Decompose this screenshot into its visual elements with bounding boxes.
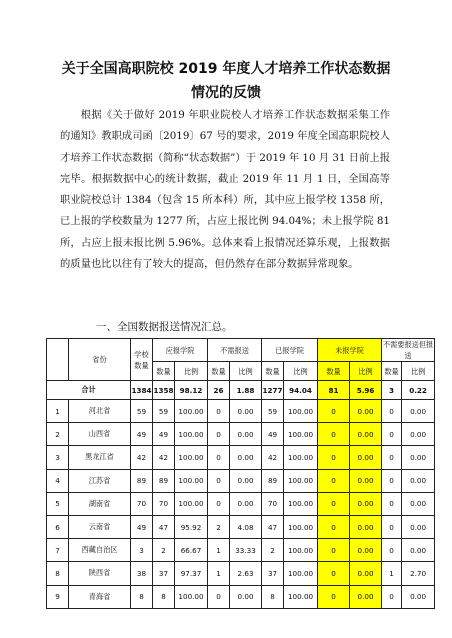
total-label: 合计 [47, 381, 131, 400]
cell: 100.00 [284, 400, 318, 423]
header-no-need-but-reported: 不需要报送但报送 [382, 340, 434, 360]
cell: 59 [153, 400, 175, 423]
cell: 1 [208, 562, 230, 585]
index-cell: 3 [47, 446, 69, 469]
cell: 8 [153, 585, 175, 608]
cell: 33.33 [230, 539, 262, 562]
cell: 89 [262, 469, 284, 492]
cell: 0 [318, 585, 350, 608]
cell: 100.00 [175, 446, 208, 469]
intro-paragraph [60, 105, 390, 275]
cell: 47 [153, 515, 175, 538]
cell: 100.00 [284, 515, 318, 538]
cell: 95.92 [175, 515, 208, 538]
table-row [47, 423, 435, 446]
province-cell: 西藏自治区 [69, 539, 131, 562]
header-qty: 数量 [153, 362, 175, 381]
cell: 4.08 [230, 515, 262, 538]
cell: 100.00 [284, 446, 318, 469]
cell: 70 [131, 492, 153, 515]
document-title-line1: 关于全国高职院校 2019 年度人才培养工作状态数据 [61, 61, 391, 77]
cell: 37 [153, 562, 175, 585]
header-qty: 数量 [382, 362, 402, 381]
cell: 0 [318, 515, 350, 538]
cell: 2 [262, 539, 284, 562]
cell: 5.96 [350, 381, 382, 400]
report-summary-table [46, 338, 435, 609]
header-ratio: 比例 [284, 362, 318, 381]
cell: 0 [382, 515, 402, 538]
cell: 0 [208, 446, 230, 469]
table-row [47, 446, 435, 469]
cell: 2.63 [230, 562, 262, 585]
cell: 100.00 [175, 585, 208, 608]
cell: 0.00 [350, 492, 382, 515]
cell: 70 [262, 492, 284, 515]
index-cell: 4 [47, 469, 69, 492]
cell: 0 [208, 585, 230, 608]
cell: 0 [382, 446, 402, 469]
province-cell: 黑龙江省 [69, 446, 131, 469]
cell: 0 [318, 562, 350, 585]
table-total-row [47, 381, 435, 400]
cell: 59 [131, 400, 153, 423]
table-row [47, 400, 435, 423]
province-cell: 湖南省 [69, 492, 131, 515]
cell: 97.37 [175, 562, 208, 585]
cell: 42 [131, 446, 153, 469]
province-cell: 陕西省 [69, 562, 131, 585]
cell: 1358 [153, 381, 175, 400]
cell: 0.00 [230, 446, 262, 469]
cell: 0.00 [402, 423, 435, 446]
cell: 1277 [262, 381, 284, 400]
cell: 94.04 [284, 381, 318, 400]
province-cell: 江苏省 [69, 469, 131, 492]
cell: 81 [318, 381, 350, 400]
cell: 100.00 [284, 423, 318, 446]
cell: 8 [262, 585, 284, 608]
header-school-count: 学校数量 [131, 339, 153, 381]
cell: 66.67 [175, 539, 208, 562]
index-cell: 1 [47, 400, 69, 423]
header-qty: 数量 [262, 362, 284, 381]
cell: 100.00 [175, 492, 208, 515]
cell: 2.70 [402, 562, 435, 585]
document-title-line2: 情况的反馈 [191, 85, 261, 101]
cell: 0 [318, 539, 350, 562]
cell: 1 [382, 562, 402, 585]
cell: 0 [318, 446, 350, 469]
cell: 89 [153, 469, 175, 492]
header-should-report: 应报学院 [153, 339, 208, 362]
province-cell: 河北省 [69, 400, 131, 423]
cell: 3 [382, 381, 402, 400]
cell: 49 [131, 423, 153, 446]
cell: 0 [208, 423, 230, 446]
cell: 100.00 [175, 423, 208, 446]
cell: 0 [318, 492, 350, 515]
cell: 2 [208, 515, 230, 538]
cell: 0.00 [402, 469, 435, 492]
cell: 0.00 [230, 400, 262, 423]
cell: 0.00 [230, 492, 262, 515]
header-index [47, 339, 69, 381]
cell: 0 [382, 492, 402, 515]
cell: 0.00 [402, 539, 435, 562]
cell: 100.00 [284, 562, 318, 585]
header-ratio: 比例 [402, 362, 435, 381]
cell: 0.00 [350, 585, 382, 608]
cell: 49 [131, 515, 153, 538]
cell: 0.00 [350, 400, 382, 423]
header-qty: 数量 [318, 362, 350, 381]
header-qty: 数量 [208, 362, 230, 381]
cell: 0 [382, 469, 402, 492]
table-row [47, 585, 435, 608]
cell: 1 [208, 539, 230, 562]
cell: 0.00 [402, 400, 435, 423]
table-header-row-1 [47, 339, 435, 362]
cell: 0 [318, 400, 350, 423]
cell: 0.00 [350, 423, 382, 446]
cell: 0 [208, 492, 230, 515]
cell: 2 [153, 539, 175, 562]
province-cell: 青海省 [69, 585, 131, 608]
cell: 3 [131, 539, 153, 562]
cell: 26 [208, 381, 230, 400]
index-cell: 2 [47, 423, 69, 446]
cell: 0 [208, 469, 230, 492]
cell: 0.00 [350, 562, 382, 585]
cell: 0.00 [350, 469, 382, 492]
cell: 0 [318, 469, 350, 492]
cell: 59 [262, 400, 284, 423]
cell: 0 [382, 423, 402, 446]
header-province: 省份 [69, 339, 131, 381]
cell: 0.00 [230, 423, 262, 446]
table-row [47, 562, 435, 585]
cell: 100.00 [284, 585, 318, 608]
cell: 0.00 [350, 446, 382, 469]
cell: 42 [262, 446, 284, 469]
cell: 0.22 [402, 381, 435, 400]
index-cell: 5 [47, 492, 69, 515]
index-cell: 8 [47, 562, 69, 585]
cell: 100.00 [284, 539, 318, 562]
cell: 0.00 [402, 585, 435, 608]
cell: 100.00 [175, 400, 208, 423]
cell: 0 [208, 400, 230, 423]
index-cell: 9 [47, 585, 69, 608]
cell: 0.00 [402, 492, 435, 515]
cell: 100.00 [284, 492, 318, 515]
cell: 8 [131, 585, 153, 608]
section-heading: 一、全国数据报送情况汇总。 [96, 321, 233, 333]
header-not-reported: 未报学院 [318, 339, 382, 362]
cell: 47 [262, 515, 284, 538]
cell: 38 [131, 562, 153, 585]
cell: 0.00 [230, 585, 262, 608]
cell: 0.00 [402, 515, 435, 538]
province-cell: 山西省 [69, 423, 131, 446]
header-reported: 已报学院 [262, 339, 318, 362]
header-ratio: 比例 [175, 362, 208, 381]
cell: 100.00 [284, 469, 318, 492]
header-ratio: 比例 [230, 362, 262, 381]
cell: 49 [153, 423, 175, 446]
cell: 1.88 [230, 381, 262, 400]
cell: 0.00 [350, 515, 382, 538]
table-row [47, 492, 435, 515]
cell: 0 [382, 539, 402, 562]
cell: 1384 [131, 381, 153, 400]
index-cell: 7 [47, 539, 69, 562]
header-ratio: 比例 [350, 362, 382, 381]
index-cell: 6 [47, 515, 69, 538]
cell: 0.00 [230, 469, 262, 492]
cell: 70 [153, 492, 175, 515]
cell: 89 [131, 469, 153, 492]
table-row [47, 515, 435, 538]
cell: 0.00 [402, 446, 435, 469]
cell: 0 [318, 423, 350, 446]
cell: 0 [382, 585, 402, 608]
cell: 0.00 [350, 539, 382, 562]
header-no-need: 不需报送 [208, 339, 262, 362]
cell: 49 [262, 423, 284, 446]
table-row [47, 469, 435, 492]
cell: 42 [153, 446, 175, 469]
cell: 0 [382, 400, 402, 423]
province-cell: 云南省 [69, 515, 131, 538]
cell: 100.00 [175, 469, 208, 492]
intro-text: 根据《关于做好 2019 年职业院校人才培养工作状态数据采集工作的通知》教职成司函〔2019〕67 号的要求，2019 年度全国高职院校人才培养工作状态数据（简称“状态数据”）于 2019 年 10 月 31 日前上报完毕。根据数据中心的统计数据，截止 2019 年 11 月 1 日，全国高等职业院校总计 1384（包含 15 所本科）所，其中应上报学校 1358 所，已上报的学校数量为 1277 所，占应上报比例 94.04%；未上报学院 81 所，占应上报未报比例 5.96%。总体来看上报情况还算乐观，上报数据的质量也比以往有了较大的提高，但仍然存在部分数据异常现象。 [60, 109, 390, 271]
table-row [47, 539, 435, 562]
cell: 98.12 [175, 381, 208, 400]
cell: 37 [262, 562, 284, 585]
